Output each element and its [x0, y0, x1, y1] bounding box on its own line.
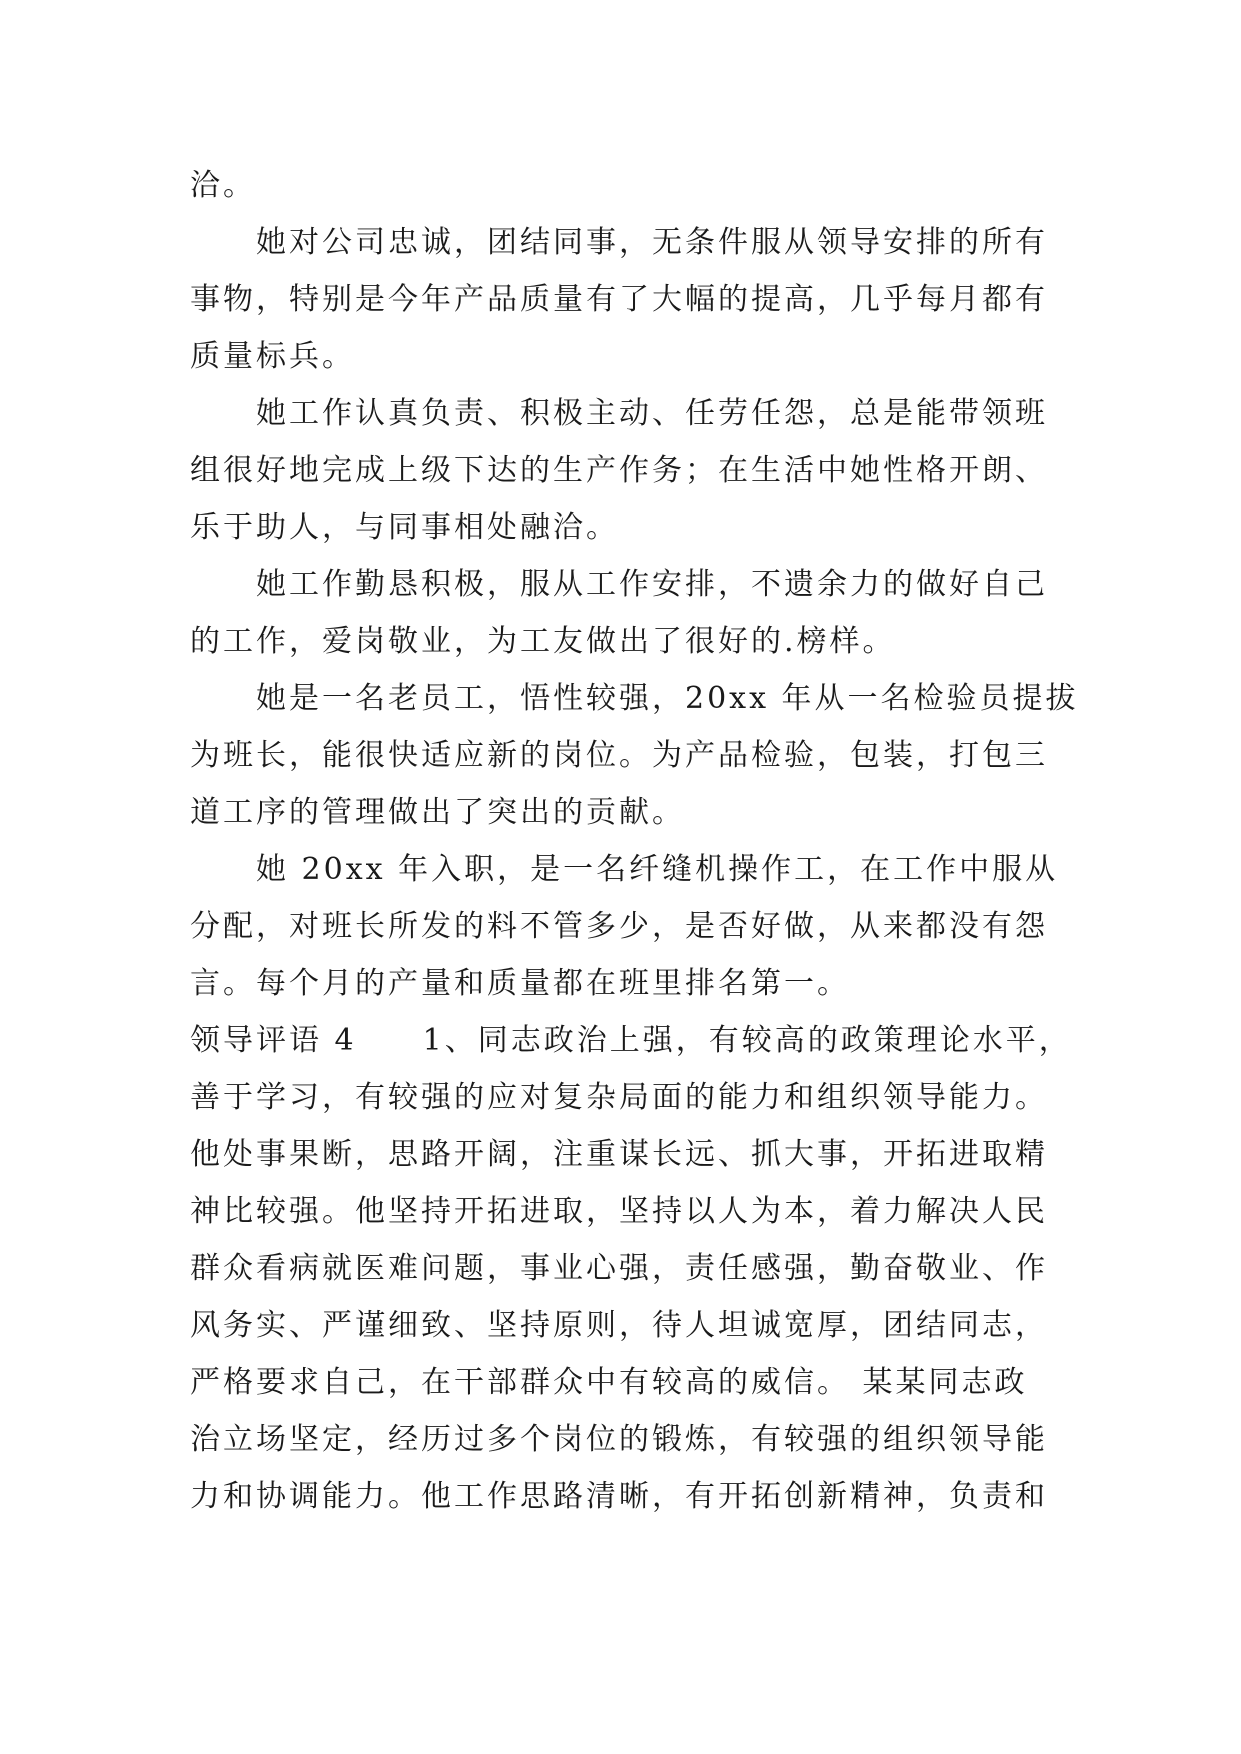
- text-line: 组很好地完成上级下达的生产作务；在生活中她性格开朗、: [190, 453, 1048, 488]
- text-line: 洽。: [190, 168, 256, 203]
- text-line: 严格要求自己，在干部群众中有较高的威信。 某某同志政: [190, 1365, 1028, 1400]
- text-line: 善于学习，有较强的应对复杂局面的能力和组织领导能力。: [190, 1080, 1048, 1115]
- text-line: 治立场坚定，经历过多个岗位的锻炼，有较强的组织领导能: [190, 1422, 1048, 1457]
- text-line: 她是一名老员工，悟性较强，20xx 年从一名检验员提拔: [256, 681, 1079, 716]
- text-line: 她工作勤恳积极，服从工作安排，不遗余力的做好自己: [256, 567, 1048, 602]
- text-line: 他处事果断，思路开阔，注重谋长远、抓大事，开拓进取精: [190, 1137, 1048, 1172]
- text-line: 她工作认真负责、积极主动、任劳任怨，总是能带领班: [256, 396, 1048, 431]
- text-line: 分配，对班长所发的料不管多少，是否好做，从来都没有怨: [190, 909, 1048, 944]
- text-line: 为班长，能很快适应新的岗位。为产品检验，包装，打包三: [190, 738, 1048, 773]
- text-line: 道工序的管理做出了突出的贡献。: [190, 795, 685, 830]
- text-line: 的工作，爱岗敬业，为工友做出了很好的.榜样。: [190, 624, 896, 659]
- text-line: 风务实、严谨细致、坚持原则，待人坦诚宽厚，团结同志，: [190, 1308, 1048, 1343]
- text-line: 力和协调能力。他工作思路清晰，有开拓创新精神，负责和: [190, 1479, 1048, 1514]
- text-line: 乐于助人，与同事相处融洽。: [190, 510, 619, 545]
- document-body: [190, 157, 1079, 1525]
- text-line: 神比较强。他坚持开拓进取，坚持以人为本，着力解决人民: [190, 1194, 1048, 1229]
- text-line: 她对公司忠诚，团结同事，无条件服从领导安排的所有: [256, 225, 1048, 260]
- text-line: 领导评语 4 1、同志政治上强，有较高的政策理论水平，: [190, 1023, 1072, 1058]
- text-line: 她 20xx 年入职，是一名纤缝机操作工，在工作中服从: [256, 852, 1059, 887]
- text-line: 事物，特别是今年产品质量有了大幅的提高，几乎每月都有: [190, 282, 1048, 317]
- text-line: 群众看病就医难问题，事业心强，责任感强，勤奋敬业、作: [190, 1251, 1048, 1286]
- text-line: 质量标兵。: [190, 339, 355, 374]
- text-line: 言。每个月的产量和质量都在班里排名第一。: [190, 966, 850, 1001]
